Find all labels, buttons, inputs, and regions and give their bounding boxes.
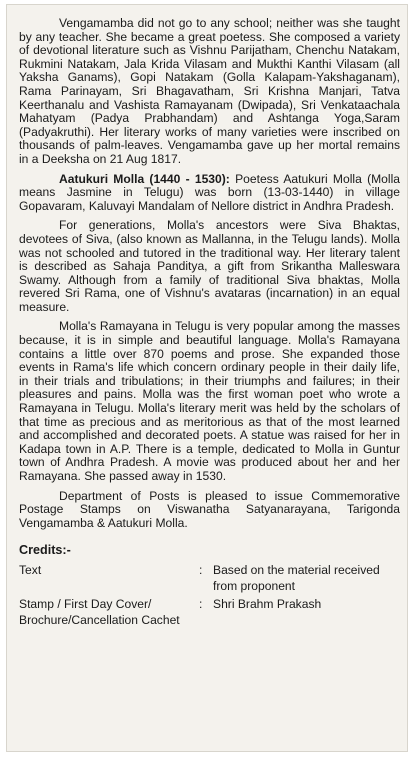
credit-label: Text (19, 562, 42, 577)
paragraph-molla-intro (19, 173, 400, 214)
paragraph-molla-ramayana: Molla's Ramayana in Telugu is very popular among the masses because, it is in simple and beautiful language. Molla's Ramayana contains a little over 870 poems and prose. She expanded those events in Rama's life which concern ordinary people in their daily life, in their trials and tribulations; in their triumphs and failures; in their pleasures and pains. Molla was the first woman poet who wrote a Ramayana in Telugu. Molla's literary merit was held by the scholars of that time as precious and as meritorious as that of the most learned and accomplished and decorated poets. A statue was raised for her in Kadapa town in A.P. There is a temple, dedicated to Molla in Guntur town of Andhra Pradesh. A movie was produced about her and her Ramayana. She passed away in 1530. (19, 319, 400, 483)
brochure-page (6, 4, 408, 752)
molla-intro-text: Poetess Aatukuri Molla (Molla means Jasmine in Telugu) was born (13-03-1440) in village Gopavaram, Kaluvayi Mandalam of Nellore district in Andhra Pradesh. (19, 171, 400, 213)
credit-value: Based on the material received from proponent (213, 562, 380, 593)
credit-value: Shri Brahm Prakash (213, 596, 322, 611)
brochure-text (19, 17, 400, 737)
credit-colon: : (199, 596, 203, 611)
paragraph-molla-ancestors: For generations, Molla's ancestors were Siva Bhaktas, devotees of Siva, (also known as Mallanna, in the Telugu lands). Molla was not schooled and tutored in the traditional way. Her literary talent is described as Sahaja Panditya, a gift from Srikantha Malleswara Swamy. Although from a family of traditional Siva bhaktas, Molla revered Sri Rama, one of Vishnu's avataras (incarnation) in an equal measure. (19, 218, 400, 314)
molla-heading: Aatukuri Molla (1440 - 1530): (59, 171, 230, 186)
credit-colon: : (199, 562, 203, 577)
credit-row-stamp (19, 596, 400, 628)
paragraph-vengamamba-works: Vengamamba did not go to any school; neither was she taught by any teacher. She became a great poetess. She composed a variety of devotional literature such as Vishnu Parijatham, Chenchu Natakam, Rukmini Natakam, Jala Krida Vilasam and Mukthi Kanthi Vilasam (all Yaksha Ganams), Gopi Natakam (Golla Kalapam-Yakshaganam), Rama Parinayam, Sri Bhagavatham, Sri Krishna Manjari, Tatva Keerthanalu and Vashista Ramayanam (Dwipada), Sri Venkataachala Mahatyam (Padya Prabhandam) and Ashtanga Yoga,Saram (Padyakruthi). Her literary works of many varieties were inscribed on thousands of palm-leaves. Vengamamba gave up her mortal remains in a Deeksha on 21 Aug 1817. (19, 16, 400, 166)
paragraph-department-of-posts: Department of Posts is pleased to issue Commemorative Postage Stamps on Viswanatha Satyanarayana, Tarigonda Vengamamba & Aatukuri Molla. (19, 488, 400, 530)
credit-label: Stamp / First Day Cover/ Brochure/Cancellation Cachet (19, 596, 180, 627)
credits-title: Credits:- (19, 543, 71, 558)
credit-row-text (19, 562, 400, 594)
